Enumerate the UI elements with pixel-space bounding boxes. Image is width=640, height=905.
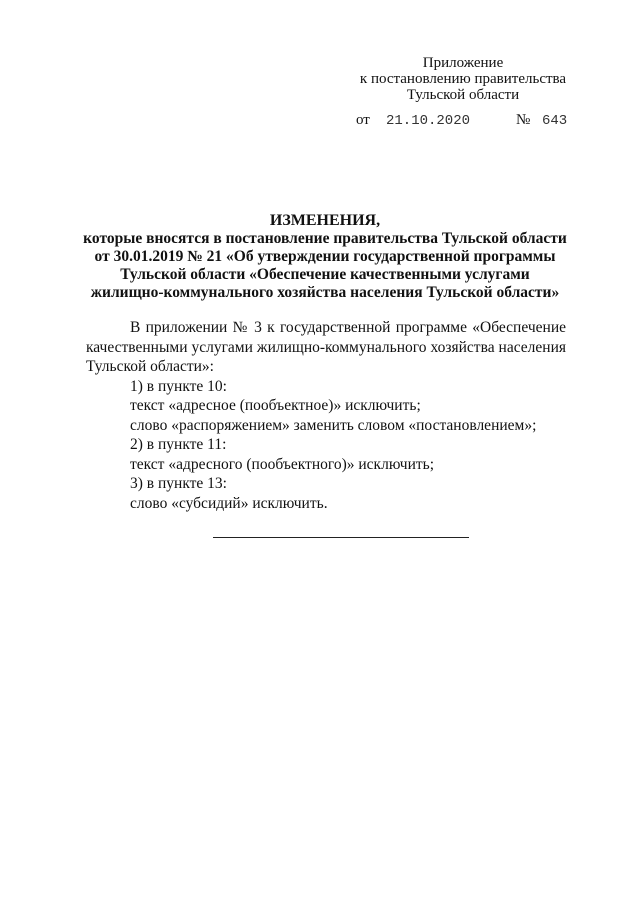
title-line-4: жилищно-коммунального хозяйства населения Тульской области» — [90, 284, 560, 301]
document-date: 21.10.2020 — [386, 113, 471, 129]
appendix-line-2: к постановлению правительства — [359, 71, 567, 87]
amendment-item: 3) в пункте 13: — [130, 475, 227, 492]
document-title — [80, 212, 570, 302]
title-line-2: от 30.01.2019 № 21 «Об утверждении государственной программы — [94, 248, 556, 265]
appendix-line-1: Приложение — [422, 55, 504, 71]
amendment-item: слово «распоряжением» заменить словом «постановлением»; — [130, 416, 537, 434]
appendix-header — [340, 55, 586, 103]
title-heading: ИЗМЕНЕНИЯ, — [269, 212, 381, 229]
intro-paragraph: В приложении № 3 к государственной программе «Обеспечение качественными услугами жилищно-коммунального хозяйства населения Тульской области»: — [86, 319, 566, 375]
document-body — [86, 318, 566, 513]
title-line-1: которые вносятся в постановление правительства Тульской области — [83, 230, 567, 247]
date-prefix: от — [356, 112, 370, 128]
amendment-item: слово «субсидий» исключить. — [130, 494, 328, 512]
amendment-item: 1) в пункте 10: — [130, 377, 227, 395]
amendment-item: текст «адресное (пообъектное)» исключить; — [130, 397, 421, 414]
amendment-item: текст «адресного (пообъектного)» исключить; — [130, 455, 435, 473]
closing-divider — [213, 537, 469, 538]
document-number: 643 — [542, 113, 568, 129]
number-sign: № — [516, 112, 531, 128]
appendix-line-3: Тульской области — [406, 87, 520, 103]
amendment-item: 2) в пункте 11: — [130, 436, 227, 453]
title-line-3: Тульской области «Обеспечение качественными услугами — [120, 266, 530, 283]
